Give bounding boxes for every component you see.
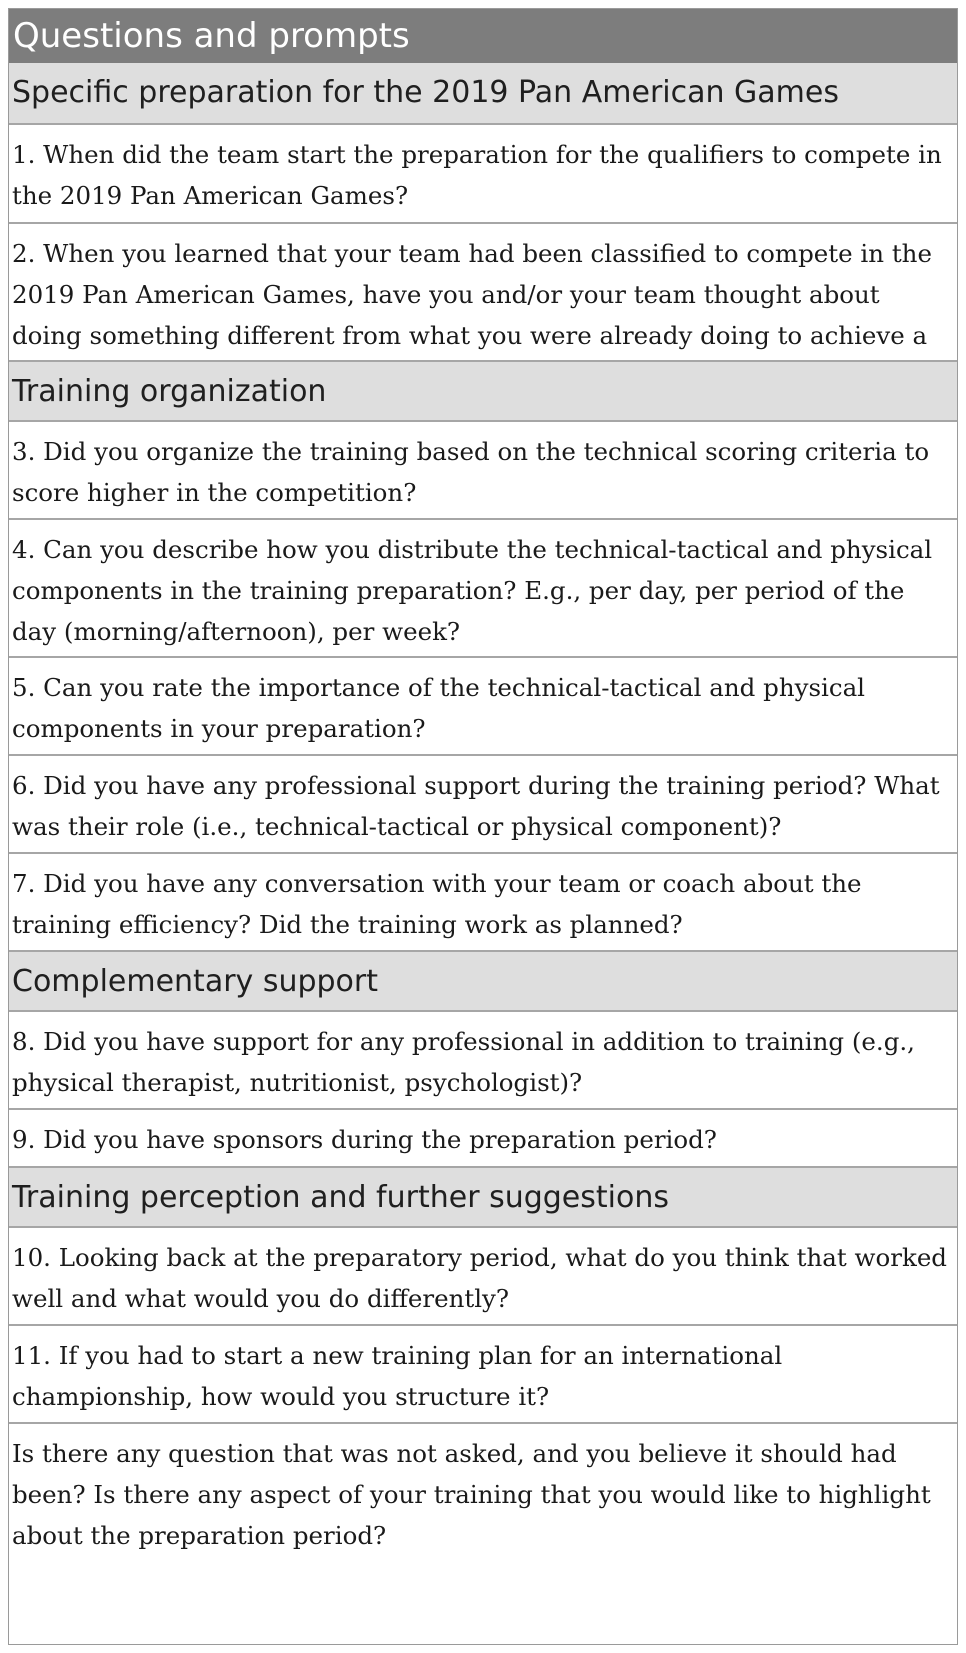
questions-table xyxy=(8,8,958,1645)
question-row: 6. Did you have any professional support during the training period? What was their role (i.e., technical-tactical or physical component)? xyxy=(9,756,957,854)
question-row: 9. Did you have sponsors during the preparation period? xyxy=(9,1110,957,1168)
table-header: Questions and prompts xyxy=(9,9,957,63)
question-row: 4. Can you describe how you distribute the technical-tactical and physical components in the training preparation? E.g., per day, per period of the day (morning/afternoon), per week? xyxy=(9,520,957,658)
question-row: 3. Did you organize the training based on the technical scoring criteria to score higher in the competition? xyxy=(9,422,957,520)
question-row: 8. Did you have support for any professional in addition to training (e.g., physical therapist, nutritionist, psychologist)? xyxy=(9,1012,957,1110)
section-heading-training-organization: Training organization xyxy=(9,362,957,422)
question-row: Is there any question that was not asked, and you believe it should had been? Is there any aspect of your training that you would like to highlight about the preparation period? xyxy=(9,1424,957,1644)
question-row: 7. Did you have any conversation with your team or coach about the training efficiency? Did the training work as planned? xyxy=(9,854,957,952)
question-row: 10. Looking back at the preparatory period, what do you think that worked well and what would you do differently? xyxy=(9,1228,957,1326)
question-row: 2. When you learned that your team had been classified to compete in the 2019 Pan American Games, have you and/or your team thought about doing something different from what you were already doing to achieve a xyxy=(9,224,957,362)
section-heading-pan-american-preparation: Specific preparation for the 2019 Pan American Games xyxy=(9,63,957,125)
question-row: 5. Can you rate the importance of the technical-tactical and physical components in your preparation? xyxy=(9,658,957,756)
question-row: 1. When did the team start the preparation for the qualifiers to compete in the 2019 Pan American Games? xyxy=(9,125,957,224)
question-row: 11. If you had to start a new training plan for an international championship, how would you structure it? xyxy=(9,1326,957,1424)
section-heading-training-perception: Training perception and further suggestions xyxy=(9,1168,957,1228)
section-heading-complementary-support: Complementary support xyxy=(9,952,957,1012)
